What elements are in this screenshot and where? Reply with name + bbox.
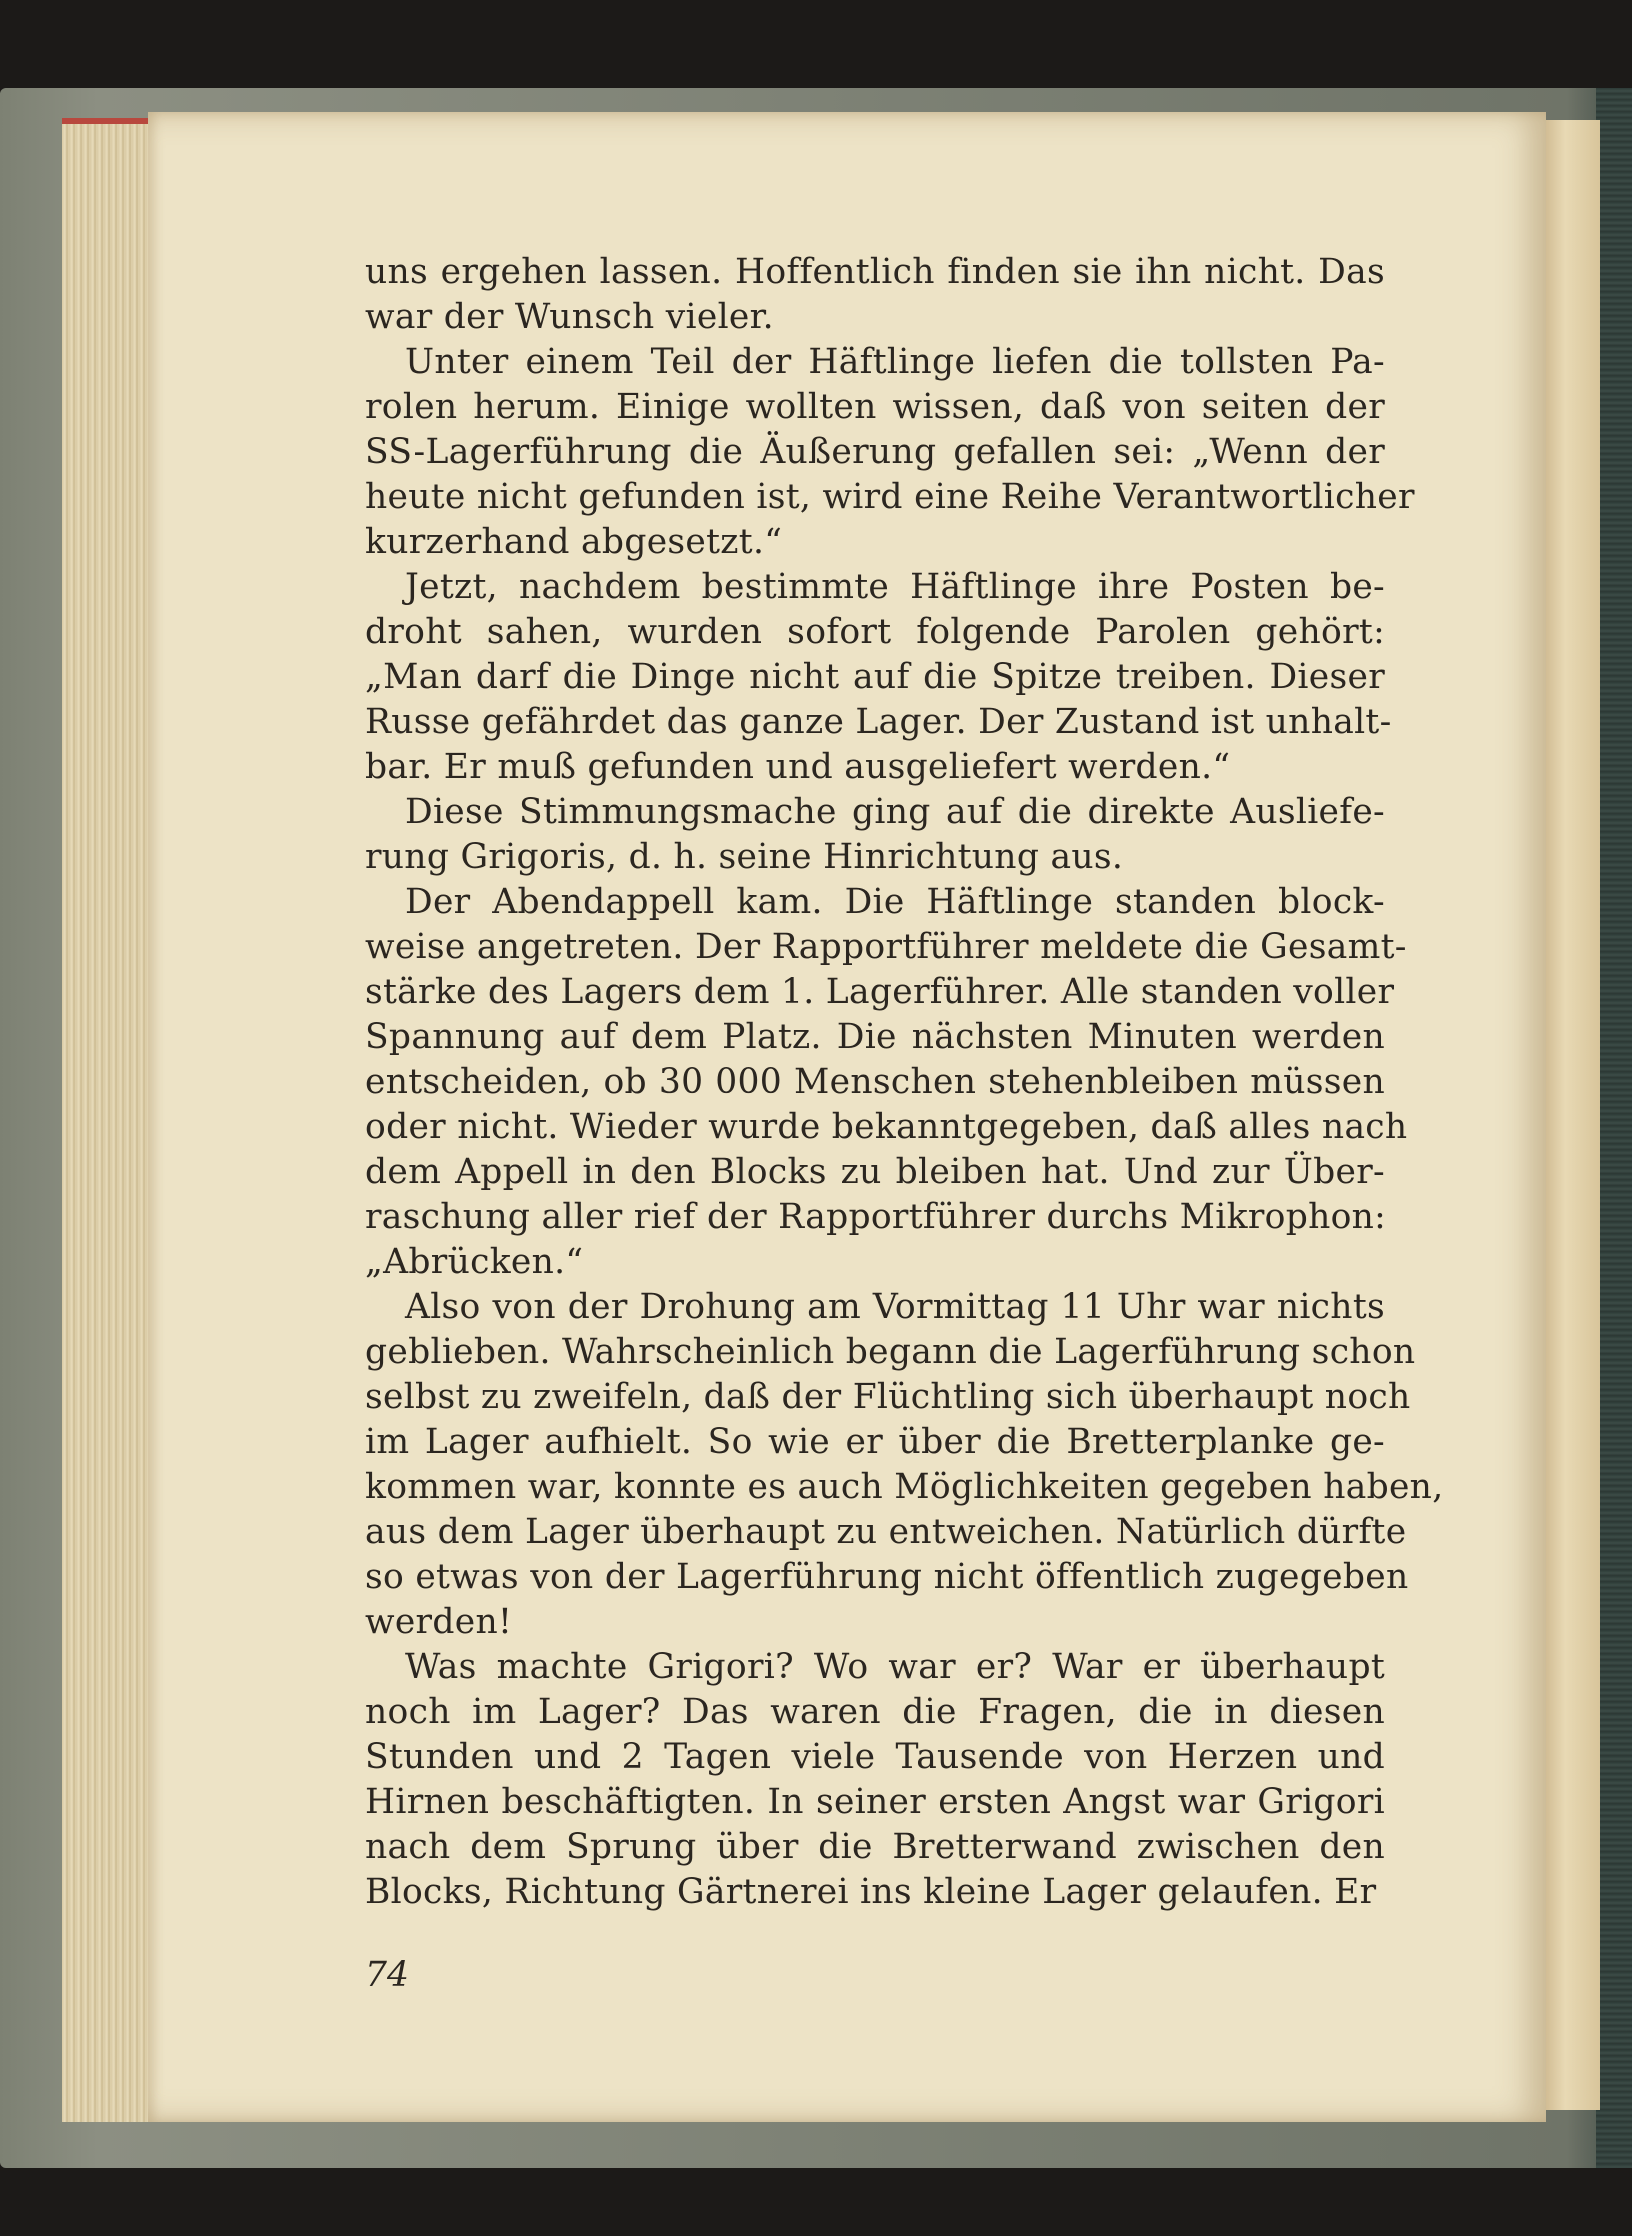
text-line: Spannung auf dem Platz. Die nächsten Minuten werden [365,1017,1385,1057]
text-line: rung Grigoris, d. h. seine Hinrichtung aus. [365,837,1124,877]
text-line: bar. Er muß gefunden und ausgeliefert werden.“ [365,747,1231,787]
text-line: Also von der Drohung am Vormittag 11 Uhr war nichts [405,1287,1385,1327]
text-line: werden! [365,1602,513,1642]
text-line: kommen war, konnte es auch Möglichkeiten gegeben haben, [365,1467,1444,1507]
text-line: noch im Lager? Das waren die Fragen, die in diesen [365,1692,1385,1732]
text-line: Unter einem Teil der Häftlinge liefen die tollsten Pa- [405,342,1385,382]
paragraph [365,1645,1385,1915]
text-line: im Lager aufhielt. So wie er über die Bretterplanke ge- [365,1422,1385,1462]
text-line: SS-Lagerführung die Äußerung gefallen sei: „Wenn der [365,432,1385,472]
book-spine-cloth [1596,88,1632,2168]
paragraph [365,565,1392,790]
paragraph [365,790,1385,880]
text-line: rolen herum. Einige wollten wissen, daß von seiten der [365,387,1385,427]
text-line: war der Wunsch vieler. [365,297,774,337]
text-line: raschung aller rief der Rapportführer durchs Mikrophon: [365,1197,1387,1237]
text-line: selbst zu zweifeln, daß der Flüchtling sich überhaupt noch [365,1377,1411,1417]
facing-page-edge [1540,120,1600,2110]
text-line: Stunden und 2 Tagen viele Tausende von Herzen und [365,1737,1385,1777]
page-number: 74 [365,1955,409,1995]
text-line: weise angetreten. Der Rapportführer meldete die Gesamt- [365,927,1407,967]
paragraph [365,1285,1444,1645]
text-line: aus dem Lager überhaupt zu entweichen. Natürlich dürfte [365,1512,1407,1552]
text-line: Jetzt, nachdem bestimmte Häftlinge ihre Posten be- [405,567,1385,607]
text-line: Russe gefährdet das ganze Lager. Der Zustand ist unhalt- [365,702,1392,742]
text-line: uns ergehen lassen. Hoffentlich finden sie ihn nicht. Das [365,252,1385,292]
text-line: droht sahen, wurden sofort folgende Parolen gehört: [365,612,1385,652]
text-line: Blocks, Richtung Gärtnerei ins kleine Lager gelaufen. Er [365,1872,1377,1912]
text-line: stärke des Lagers dem 1. Lagerführer. Alle standen voller [365,972,1395,1012]
text-line: entscheiden, ob 30 000 Menschen stehenbleiben müssen [365,1062,1385,1102]
page-edges [62,118,154,2122]
text-line: so etwas von der Lagerführung nicht öffentlich zugegeben [365,1557,1409,1597]
paragraph [365,340,1415,565]
text-line: „Man darf die Dinge nicht auf die Spitze treiben. Dieser [365,657,1385,697]
text-line: dem Appell in den Blocks zu bleiben hat. Und zur Über- [365,1152,1385,1192]
text-line: Der Abendappell kam. Die Häftlinge standen block- [405,882,1385,922]
page-body-text [365,250,1444,1915]
text-line: „Abrücken.“ [365,1242,584,1282]
paragraph [365,880,1408,1285]
text-line: nach dem Sprung über die Bretterwand zwischen den [365,1827,1385,1867]
text-line: Was machte Grigori? Wo war er? War er überhaupt [405,1647,1385,1687]
text-line: heute nicht gefunden ist, wird eine Reihe Verantwortlicher [365,477,1415,517]
text-line: Hirnen beschäftigten. In seiner ersten Angst war Grigori [365,1782,1385,1822]
text-line: kurzerhand abgesetzt.“ [365,522,783,562]
paragraph [365,250,1385,340]
text-line: geblieben. Wahrscheinlich begann die Lagerführung schon [365,1332,1416,1372]
text-line: Diese Stimmungsmache ging auf die direkte Ausliefe- [405,792,1385,832]
text-line: oder nicht. Wieder wurde bekanntgegeben, daß alles nach [365,1107,1408,1147]
